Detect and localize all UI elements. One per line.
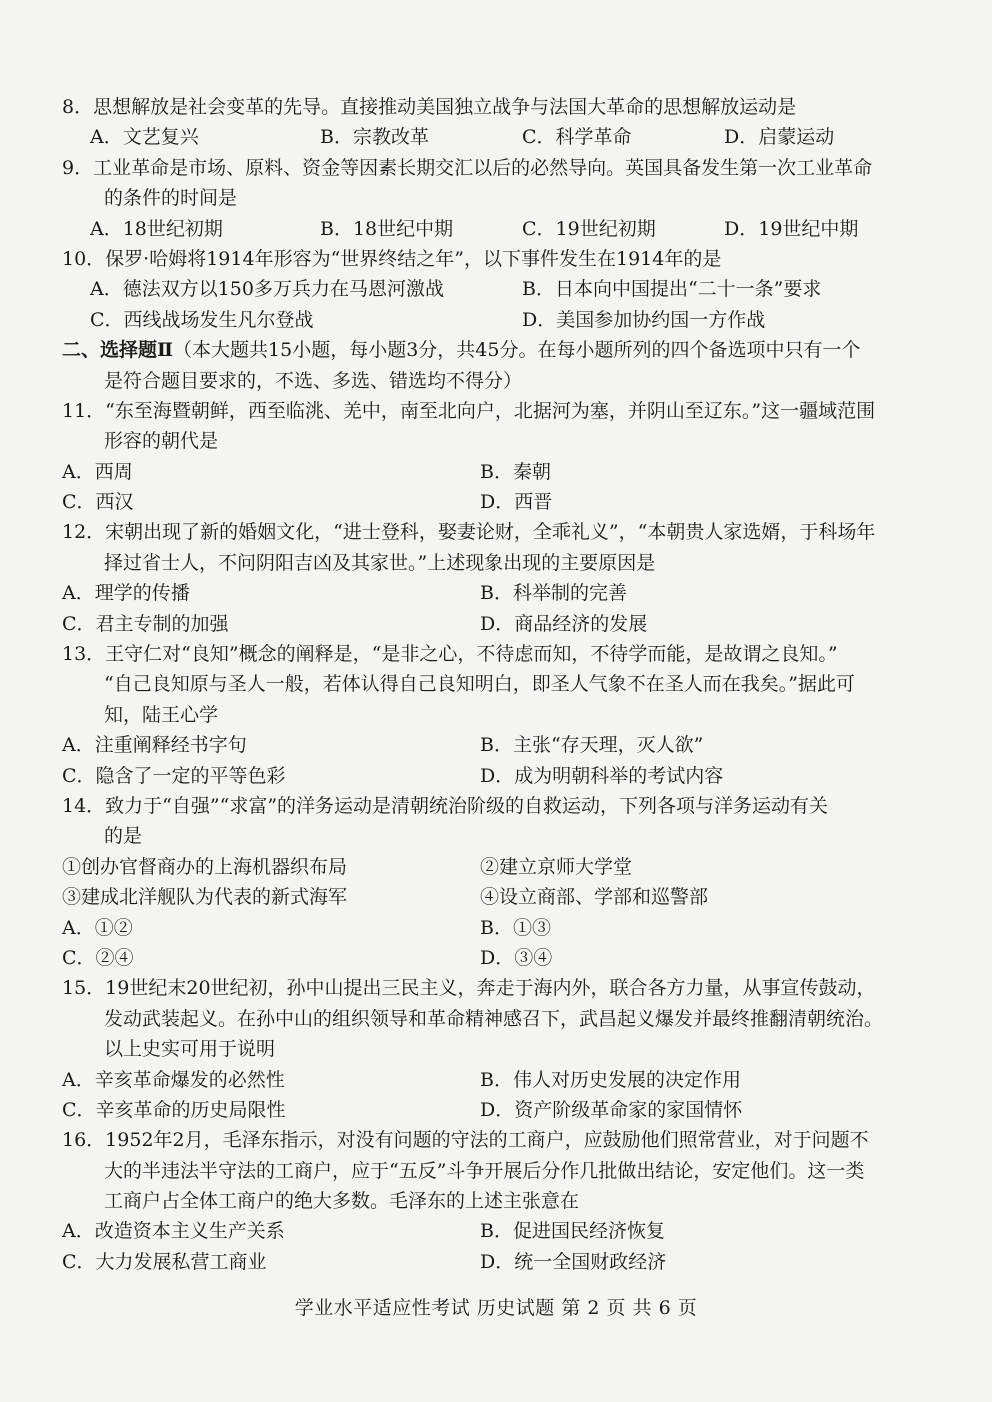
q15-options-row1 (62, 1065, 942, 1095)
q9-stem-line2: 的条件的时间是 (104, 187, 238, 210)
exam-content (62, 92, 942, 1277)
q10-option-b: B．日本向中国提出“二十一条”要求 (522, 278, 822, 301)
section2-title: 二、选择题Ⅱ (62, 339, 174, 362)
q13-options-row2 (62, 761, 942, 791)
q15-stem-line3: 以上史实可用于说明 (104, 1038, 276, 1061)
q16-option-c: C．大力发展私营工商业 (62, 1250, 267, 1273)
q13-option-a: A．注重阐释经书字句 (62, 734, 247, 757)
q11-stem-line1: 11．“东至海暨朝鲜，西至临洮、羌中，南至北向户，北据河为塞，并阴山至辽东。”这一疆域范围 (62, 399, 876, 422)
q10-options-row1 (62, 274, 942, 304)
q16-option-a: A．改造资本主义生产关系 (62, 1220, 285, 1243)
q14-item-1: ①创办官督商办的上海机器织布局 (62, 855, 348, 878)
q16-options-row2 (62, 1247, 942, 1277)
q16-option-b: B．促进国民经济恢复 (480, 1220, 665, 1243)
q14-stem-line2: 的是 (104, 825, 143, 848)
q8-stem: 8．思想解放是社会变革的先导。直接推动美国独立战争与法国大革命的思想解放运动是 (62, 96, 797, 118)
q15-option-c: C．辛亥革命的历史局限性 (62, 1098, 286, 1121)
q14-stem-line1: 14．致力于“自强”“求富”的洋务运动是清朝统治阶级的自救运动，下列各项与洋务运动有关 (62, 794, 829, 817)
q13-stem-line3: 知，陆王心学 (104, 703, 219, 726)
q16-options-row1 (62, 1216, 942, 1246)
q14-option-d: D．③④ (480, 946, 553, 969)
q11-option-a: A．西周 (62, 460, 133, 483)
q16-stem-line2: 大的半违法半守法的工商户，应于“五反”斗争开展后分作几批做出结论，安定他们。这一类 (104, 1159, 865, 1182)
q11-option-c: C．西汉 (62, 491, 134, 514)
q13-stem-line2: “自己良知原与圣人一般，若体认得自己良知明白，即圣人气象不在圣人而在我矣。”据此可 (104, 673, 855, 696)
q8-option-d: D．启蒙运动 (724, 126, 835, 149)
q15-option-b: B．伟人对历史发展的决定作用 (480, 1068, 741, 1091)
q13-stem-line1: 13．王守仁对“良知”概念的阐释是，“是非之心，不待虑而知，不待学而能，是故谓之良知。” (62, 643, 838, 666)
q12-stem-line1: 12．宋朝出现了新的婚姻文化，“进士登科，娶妻论财，全乖礼义”，“本朝贵人家选婿，于科场年 (62, 521, 876, 544)
q8-option-a: A．文艺复兴 (90, 126, 199, 149)
page-footer: 学业水平适应性考试 历史试题 第 2 页 共 6 页 (294, 1297, 698, 1319)
q14-option-b: B．①③ (480, 916, 551, 939)
q11-options-row1 (62, 457, 942, 487)
q13-option-d: D．成为明朝科举的考试内容 (480, 764, 724, 787)
q9-option-a: A．18世纪初期 (90, 217, 223, 240)
q14-item-4: ④设立商部、学部和巡警部 (480, 886, 709, 909)
q11-option-d: D．西晋 (480, 491, 553, 514)
q14-options-row1 (62, 913, 942, 943)
q10-option-d: D．美国参加协约国一方作战 (522, 308, 766, 331)
q14-option-a: A．①② (62, 916, 133, 939)
q14-items-row2 (62, 882, 942, 912)
q12-option-d: D．商品经济的发展 (480, 612, 648, 635)
q12-option-a: A．理学的传播 (62, 582, 190, 605)
q14-options-row2 (62, 943, 942, 973)
q15-options-row2 (62, 1095, 942, 1125)
q13-options-row1 (62, 730, 942, 760)
q9-option-c: C．19世纪初期 (522, 217, 656, 240)
section2-note-line2: 是符合题目要求的，不选、多选、错选均不得分） (104, 369, 523, 392)
q12-option-c: C．君主专制的加强 (62, 612, 229, 635)
q10-option-a: A．德法双方以150多万兵力在马恩河激战 (90, 278, 444, 301)
q10-options-row2 (62, 305, 942, 335)
q8-option-b: B．宗教改革 (320, 126, 429, 149)
q12-stem-line2: 择过省士人，不问阴阳吉凶及其家世。”上述现象出现的主要原因是 (104, 551, 656, 574)
q14-item-3: ③建成北洋舰队为代表的新式海军 (62, 886, 348, 909)
q16-option-d: D．统一全国财政经济 (480, 1250, 667, 1273)
q14-item-2: ②建立京师大学堂 (480, 855, 633, 878)
q11-stem-line2: 形容的朝代是 (104, 430, 219, 453)
q9-option-d: D．19世纪中期 (724, 217, 859, 240)
q13-option-b: B．主张“存天理，灭人欲” (480, 734, 704, 757)
q14-items-row1 (62, 852, 942, 882)
q12-options-row2 (62, 609, 942, 639)
section2-note-line1: （本大题共15小题，每小题3分，共45分。在每小题所列的四个备选项中只有一个 (173, 339, 861, 362)
q15-option-d: D．资产阶级革命家的家国情怀 (480, 1098, 743, 1121)
q10-option-c: C．西线战场发生凡尔登战 (90, 308, 314, 331)
q15-stem-line1: 15．19世纪末20世纪初，孙中山提出三民主义，奔走于海内外，联合各方力量，从事宣传鼓动， (62, 977, 876, 1000)
q9-option-b: B．18世纪中期 (320, 217, 454, 240)
q15-option-a: A．辛亥革命爆发的必然性 (62, 1068, 285, 1091)
q11-option-b: B．秦朝 (480, 460, 551, 483)
q8-options (62, 122, 942, 152)
q9-stem-line1: 9．工业革命是市场、原料、资金等因素长期交汇以后的必然导向。英国具备发生第一次工业革命 (62, 156, 873, 179)
q10-stem: 10．保罗·哈姆将1914年形容为“世界终结之年”，以下事件发生在1914年的是 (62, 247, 722, 270)
q9-options (62, 214, 942, 244)
q13-option-c: C．隐含了一定的平等色彩 (62, 764, 286, 787)
section2-header (62, 335, 942, 365)
q12-option-b: B．科举制的完善 (480, 582, 627, 605)
q16-stem-line3: 工商户占全体工商户的绝大多数。毛泽东的上述主张意在 (104, 1190, 580, 1213)
q16-stem-line1: 16．1952年2月，毛泽东指示，对没有问题的守法的工商户，应鼓励他们照常营业，对于问题不 (62, 1129, 869, 1152)
q15-stem-line2: 发动武装起义。在孙中山的组织领导和革命精神感召下，武昌起义爆发并最终推翻清朝统治。 (104, 1007, 884, 1030)
q11-options-row2 (62, 487, 942, 517)
q8-option-c: C．科学革命 (522, 126, 632, 149)
q14-option-c: C．②④ (62, 946, 134, 969)
q12-options-row1 (62, 578, 942, 608)
